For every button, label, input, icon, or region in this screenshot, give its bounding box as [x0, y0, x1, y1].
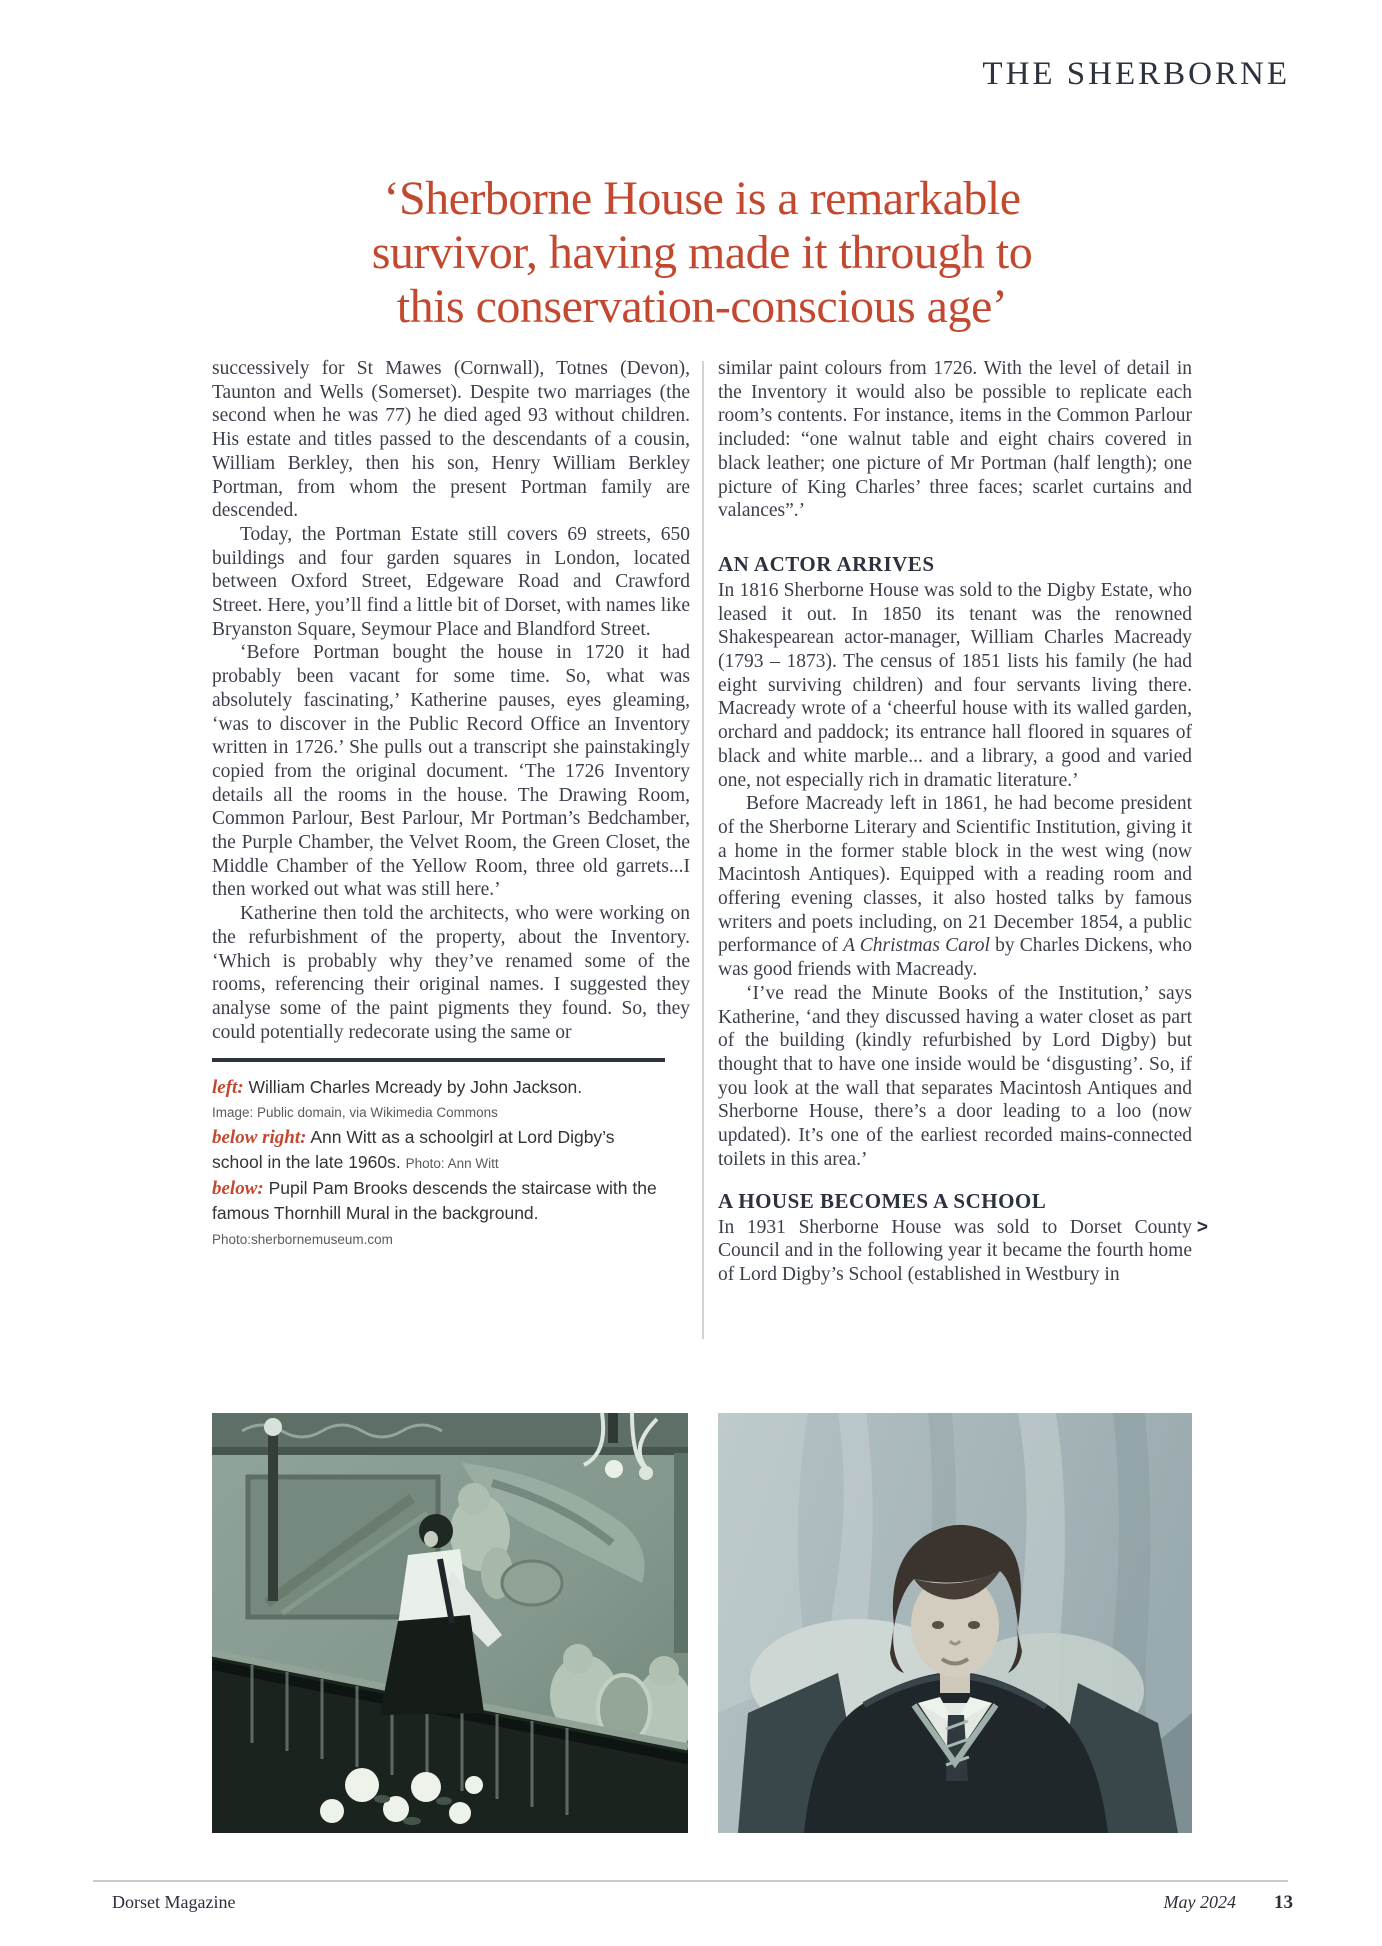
body-paragraph: In 1816 Sherborne House was sold to the Digby Estate, who leased it out. In 1850 its tenant was the renowned Shakespearean actor-manager, William Charles Macready (1793 – 1873). The census of 1851 lists his family (he had eight surviving children) and four servants living there. Macready wrote of a ‘cheerful house with its walled garden, orchard and paddock; its entrance hall floored in squares of black and white marble... and a library, a good and varied one, not especially rich in dramatic literature.’ [718, 579, 1192, 791]
caption-block [212, 1058, 667, 1252]
footer-right [1164, 1892, 1293, 1914]
caption-label: below: [212, 1178, 264, 1200]
body-paragraph: similar paint colours from 1726. With the level of detail in the Inventory it would also be possible to replicate each room’s contents. For instance, items in the Common Parlour included: “one walnut table and eight chairs covered in black leather; one picture of Mr Portman (half length); one picture of King Charles’ three faces; scarlet curtains and valances”.’ [718, 358, 1192, 522]
continued-arrow-icon: > [1196, 1216, 1208, 1238]
right-column [718, 357, 1208, 1287]
footer-rule [93, 1880, 1288, 1882]
body-paragraph: Today, the Portman Estate still covers 69 streets, 650 buildings and four garden squares in London, located between Oxford Street, Edgeware Road and Crawford Street. Here, you’ll find a little bit of Dorset, with names like Bryanston Square, Seymour Place and Blandford Street. [212, 523, 690, 640]
caption-credit: Image: Public domain, via Wikimedia Commons [212, 1105, 498, 1121]
body-paragraph: Katherine then told the architects, who were working on the refurbishment of the property, about the Inventory. ‘Which is probably why they’ve renamed some of the rooms, referencing their original names. I suggested they analyse some of the paint pigments they found. So, they could potentially redecorate using the same or [212, 903, 690, 1043]
pull-quote-line: ‘Sherborne House is a remarkable [383, 172, 1021, 225]
staircase-photo [212, 1413, 688, 1833]
pull-quote-line: survivor, having made it through to [371, 226, 1033, 279]
caption-rule [212, 1058, 665, 1062]
caption-item [212, 1125, 667, 1176]
body-paragraph: ‘I’ve read the Minute Books of the Institution,’ says Katherine, ‘and they discussed having a water closet as part of the building (kindly refurbished by Lord Digby) but thought that to have one inside would be ‘disgusting’. So, if you look at the wall that separates Macintosh Antiques and Sherborne House, there’s a door leading to a loo (now updated). It’s one of the earliest recorded mains-connected toilets in this area.’ [718, 982, 1192, 1170]
body-paragraph: ‘Before Portman bought the house in 1720 it had probably been vacant for some time. So, what was absolutely fascinating,’ Katherine pauses, eyes gleaming, ‘was to discover in the Public Record Office an Inventory written in 1726.’ She pulls out a transcript she painstakingly copied from the original document. ‘The 1726 Inventory details all the rooms in the house. The Drawing Room, Common Parlour, Best Parlour, Mr Portman’s Bedchamber, the Purple Chamber, the Velvet Room, the Green Closet, the Middle Chamber of the Yellow Room, three old garrets...I then worked out what was still here.’ [212, 642, 690, 901]
caption-item [212, 1176, 667, 1252]
magazine-section-title: THE SHERBORNE [982, 56, 1290, 92]
pull-quote-line: this conservation-conscious age’ [396, 280, 1008, 333]
body-paragraph: > In 1931 Sherborne House was sold to Dorset County Council and in the following year it became the fourth home of Lord Digby’s School (established in Westbury in [718, 1216, 1208, 1285]
section-heading: AN ACTOR ARRIVES [718, 551, 935, 576]
footer-page-number: 13 [1274, 1892, 1293, 1913]
book-title: A Christmas Carol [843, 935, 990, 957]
body-paragraph: Before Macready left in 1861, he had become president of the Sherborne Literary and Scientific Institution, giving it a home in the former stable block in the west wing (now Macintosh Antiques). Equipped with a reading room and offering evening classes, it also hosted talks by famous writers and poets including, on 21 December 1854, a public performance of A Christmas Carol by Charles Dickens, who was good friends with Macready. [718, 793, 1192, 981]
caption-text: Pupil Pam Brooks descends the staircase with the famous Thornhill Mural in the background. [212, 1178, 657, 1224]
section-heading: A HOUSE BECOMES A SCHOOL [718, 1188, 1047, 1213]
caption-label: below right: [212, 1127, 307, 1149]
pull-quote [212, 172, 1192, 334]
caption-credit: Photo: Ann Witt [405, 1156, 499, 1172]
column-divider [702, 361, 704, 1339]
caption-text: Ann Witt as a schoolgirl at Lord Digby’s school in the late 1960s. [212, 1127, 615, 1173]
schoolgirl-photo [718, 1413, 1192, 1833]
body-paragraph: successively for St Mawes (Cornwall), Totnes (Devon), Taunton and Wells (Somerset). Despite two marriages (the second when he was 77) he died aged 93 without children. His estate and titles passed to the descendants of a cousin, William Berkley, then his son, Henry William Berkley Portman, from whom the present Portman family are descended. [212, 358, 690, 522]
footer-magazine-name: Dorset Magazine [112, 1892, 236, 1912]
caption-label: left: [212, 1077, 244, 1099]
caption-text: William Charles Mcready by John Jackson. [243, 1077, 583, 1098]
left-column [212, 357, 690, 1252]
footer-date: May 2024 [1163, 1892, 1236, 1912]
caption-item [212, 1075, 667, 1125]
caption-credit: Photo:sherbornemuseum.com [212, 1232, 393, 1248]
